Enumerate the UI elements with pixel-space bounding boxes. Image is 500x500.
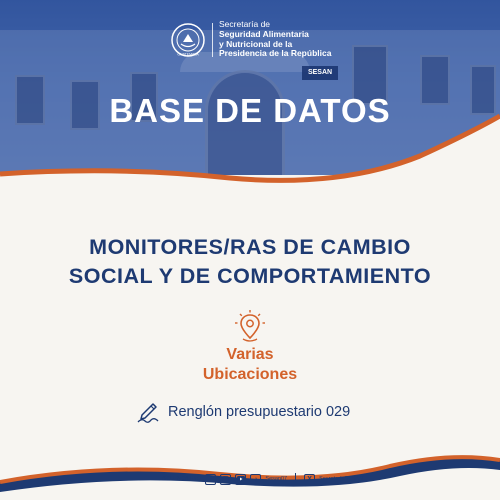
job-title — [0, 233, 500, 291]
org-name-line1: Secretaría de — [219, 19, 271, 29]
seal-icon — [170, 22, 206, 58]
locations-line1: Varias — [226, 346, 274, 363]
tiktok-icon[interactable]: ♪ — [250, 474, 261, 485]
org-logo — [170, 20, 331, 59]
facebook-icon[interactable]: f — [205, 474, 216, 485]
logo-divider — [212, 23, 213, 57]
handle-x: SecretaríaSESAN — [319, 476, 364, 482]
youtube-icon[interactable] — [235, 474, 246, 485]
instagram-icon[interactable] — [220, 474, 231, 485]
org-name — [219, 20, 331, 59]
org-name-line4: Presidencia de la República — [219, 48, 332, 59]
org-name-line3: y Nutricional de la — [219, 38, 293, 49]
footer-divider — [295, 473, 296, 485]
x-icon[interactable]: X — [304, 474, 315, 485]
locations — [0, 345, 500, 385]
job-title-line2: SOCIAL Y DE COMPORTAMIENTO — [68, 264, 432, 289]
seal-text: GUATEMALA — [177, 52, 199, 57]
budget-text: Renglón presupuestario 029 — [168, 404, 351, 420]
org-name-line2: Seguridad Alimentaria — [219, 28, 309, 39]
handle-primary: Sesan07 — [265, 476, 288, 482]
footer-social — [162, 473, 363, 485]
budget-line — [136, 400, 350, 424]
pen-signature-icon — [136, 400, 162, 424]
page-title: BASE DE DATOS — [109, 92, 391, 129]
follow-label: SÍGUENOS EN: — [162, 476, 199, 482]
location-pin-icon — [232, 309, 268, 345]
job-title-line1: MONITORES/RAS DE CAMBIO — [89, 235, 411, 259]
locations-line2: Ubicaciones — [202, 366, 298, 383]
building-sign: SESAN — [302, 66, 338, 80]
header-wave — [0, 98, 500, 208]
